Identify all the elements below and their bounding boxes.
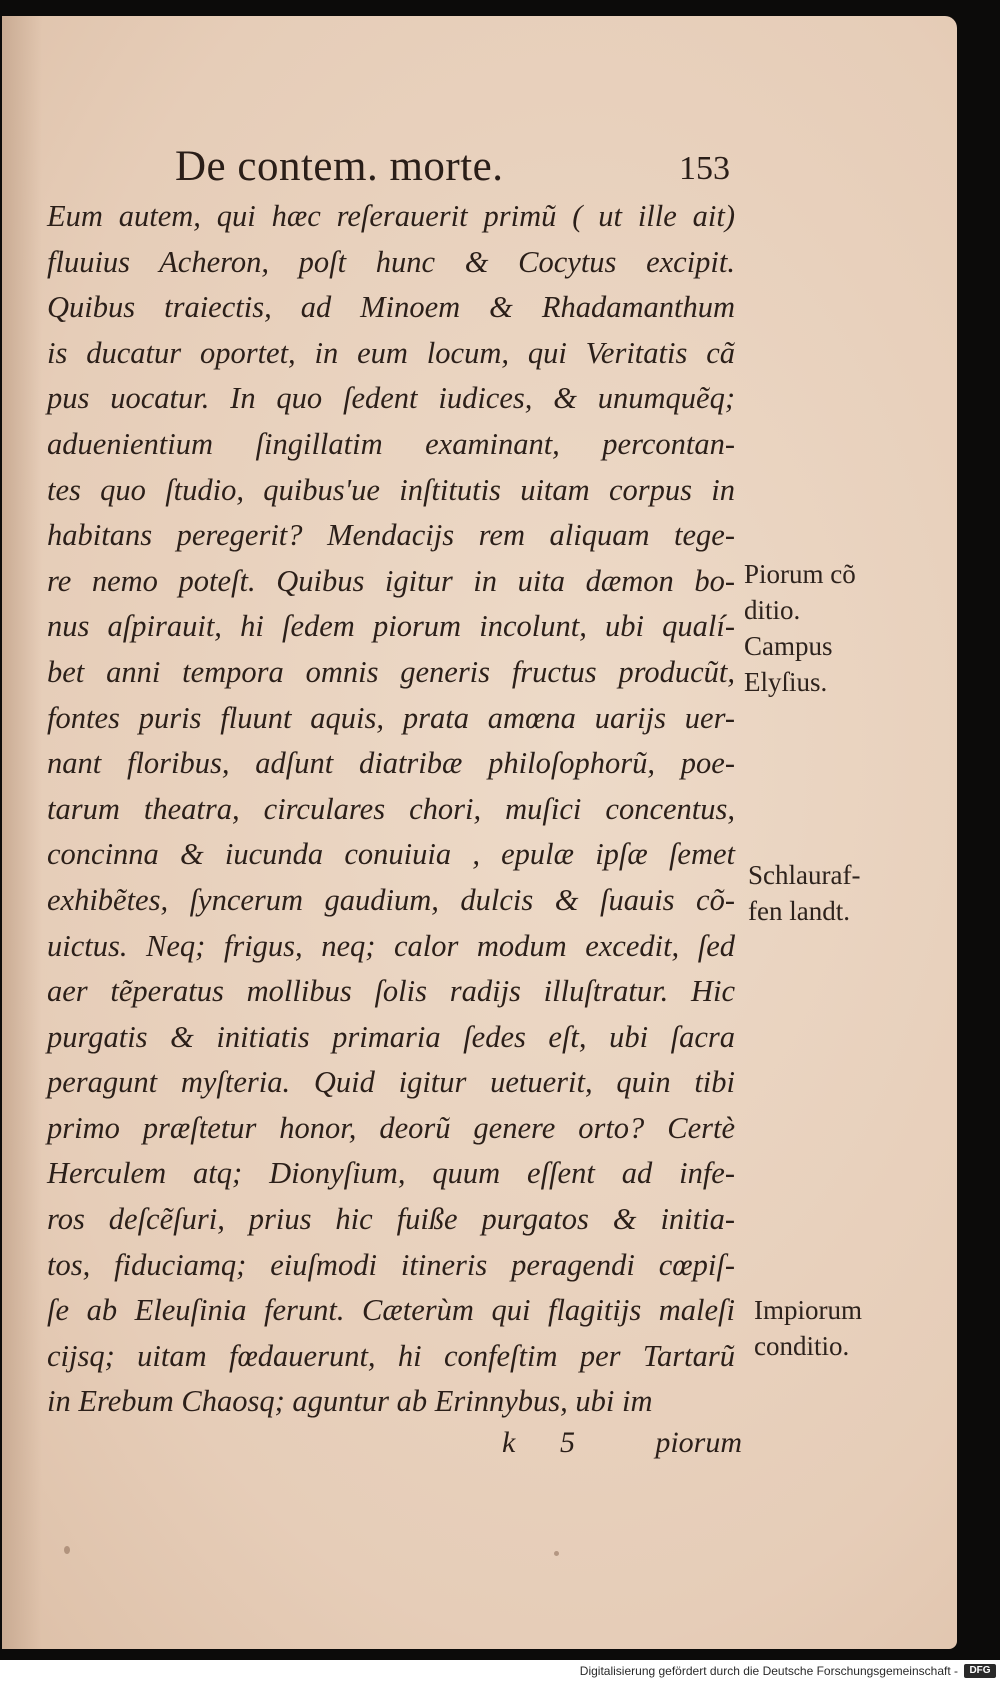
page-number: 153 <box>679 150 730 187</box>
text-line: Herculem atq; Dionyſium, quum eſſent ad infe- <box>47 1156 735 1191</box>
dfg-logo-icon: DFG <box>964 1664 996 1678</box>
text-line: Quibus traiectis, ad Minoem & Rhadamanthum <box>47 290 735 325</box>
signature-mark: k <box>502 1426 516 1459</box>
marginal-note-line: ditio. <box>744 595 801 625</box>
marginal-note-line: Elyſius. <box>744 667 828 697</box>
marginal-note-line: conditio. <box>754 1331 850 1361</box>
text-line: primo præſtetur honor, deorũ genere orto? Certè <box>47 1110 735 1145</box>
text-line: pus uocatur. In quo ſedent iudices, & unumquẽq; <box>47 381 735 416</box>
marginal-note-impious <box>754 1292 862 1364</box>
marginal-note-line: Campus <box>744 631 833 661</box>
page-header <box>175 144 730 190</box>
running-head: De contem. morte. <box>175 143 504 190</box>
text-line: fontes puris fluunt aquis, prata amœna uarijs uer- <box>47 700 735 735</box>
text-line: nus aſpirauit, hi ſedem piorum incolunt, ubi qualí- <box>47 609 735 644</box>
text-line: uictus. Neq; frigus, neq; calor modum excedit, ſed <box>47 928 735 963</box>
text-line: in Erebum Chaosq; aguntur ab Erinnybus, ubi im <box>47 1384 653 1419</box>
text-line: habitans peregerit? Mendacijs rem aliquam tege- <box>47 518 735 553</box>
text-line: purgatis & initiatis primaria ſedes eſt, ubi ſacra <box>47 1019 735 1054</box>
text-line: tarum theatra, circulares chori, muſici concentus, <box>47 791 735 826</box>
text-line: cijsq; uitam fœdauerunt, hi confeſtim per Tartarũ <box>47 1338 735 1373</box>
text-line: Eum autem, qui hæc reſerauerit primũ ( ut ille ait) <box>47 199 735 233</box>
catchword-line <box>502 1420 742 1466</box>
text-line: fluuius Acheron, poſt hunc & Cocytus excipit. <box>47 244 735 279</box>
text-line: nant floribus, adſunt diatribæ philoſophorũ, poe- <box>47 746 735 781</box>
text-line: concinna & iucunda conuiuia , epulæ ipſæ ſemet <box>47 837 735 872</box>
text-line: re nemo poteſt. Quibus igitur in uita dæmon bo- <box>47 563 735 598</box>
paper-stain <box>554 1551 559 1556</box>
text-line: tos, fiduciamq; eiuſmodi itineris peragendi cœpiſ- <box>47 1247 735 1282</box>
text-line: is ducatur oportet, in eum locum, qui Veritatis cã <box>47 335 735 370</box>
body-text <box>47 194 735 1425</box>
marginal-note-schlaraffenland <box>748 857 860 929</box>
text-line: ros deſcẽſuri, prius hic fuiße purgatos & initia- <box>47 1202 735 1237</box>
text-line: ſe ab Eleuſinia ferunt. Cæterùm qui flagitijs maleſi <box>47 1293 735 1328</box>
marginal-note-line: fen landt. <box>748 896 850 926</box>
text-line: exhibẽtes, ſyncerum gaudium, dulcis & ſuauis cõ- <box>47 882 735 917</box>
text-line: peragunt myſteria. Quid igitur uetuerit, quin tibi <box>47 1065 735 1100</box>
text-line: bet anni tempora omnis generis fructus producũt, <box>47 654 735 689</box>
catchword: piorum <box>655 1426 742 1459</box>
footer-credit: Digitalisierung gefördert durch die Deutsche Forschungsgemeinschaft - <box>579 1664 958 1678</box>
marginal-note-line: Piorum cõ <box>744 559 856 589</box>
book-page <box>2 16 957 1649</box>
signature-number: 5 <box>560 1426 575 1459</box>
marginal-note-line: Impiorum <box>754 1295 862 1325</box>
marginal-note-line: Schlauraf- <box>748 860 861 890</box>
text-line: aer tẽperatus mollibus ſolis radijs illuſtratur. Hic <box>47 974 735 1009</box>
paper-stain <box>64 1546 70 1554</box>
digitization-footer <box>0 1660 1000 1682</box>
marginal-note-pious <box>744 556 856 700</box>
text-line: aduenientium ſingillatim examinant, percontan- <box>47 426 735 461</box>
text-line: tes quo ſtudio, quibus'ue inſtitutis uitam corpus in <box>47 472 735 507</box>
